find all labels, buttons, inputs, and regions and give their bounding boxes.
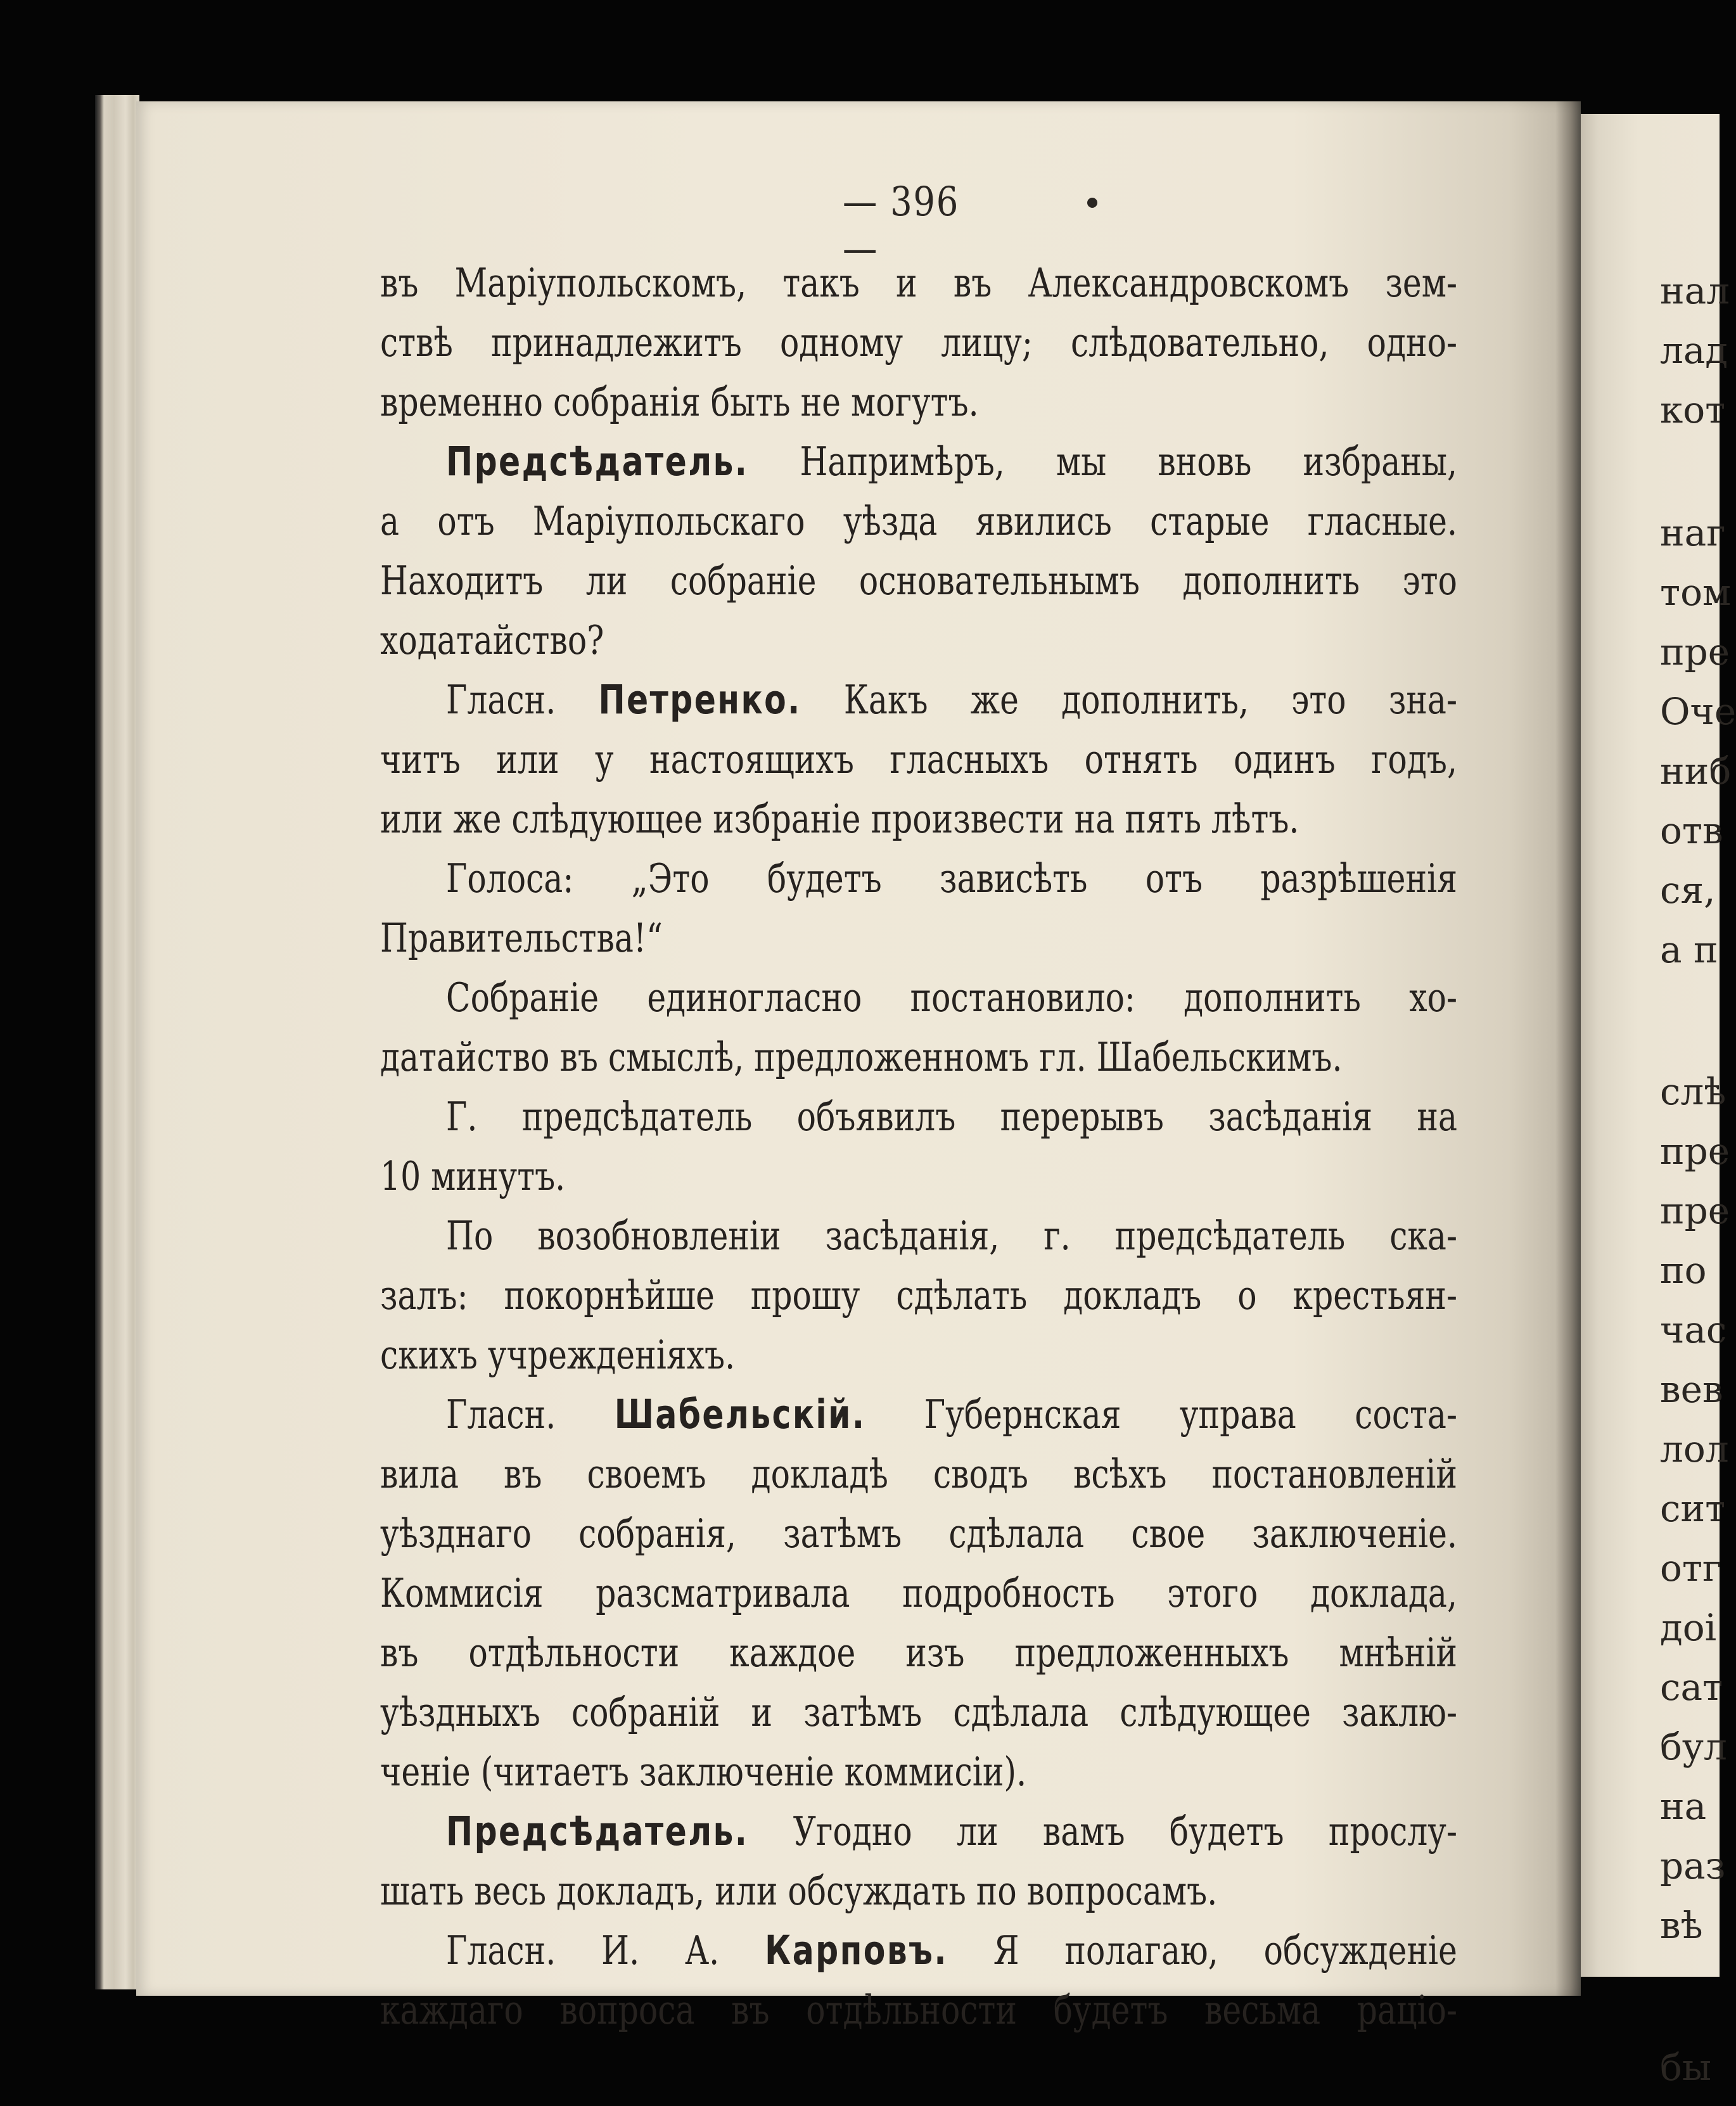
speaker-name: Карповъ. [765, 1927, 948, 1974]
spacer [1660, 448, 1736, 511]
text-span: Угодно ли вамъ будетъ прослу- [793, 1808, 1457, 1854]
right-fragment: ся, [1660, 869, 1716, 912]
text-line: 10 минутъ. [380, 1153, 566, 1199]
text-line: или же слѣдующее избраніе произвести на пять лѣтъ. [380, 796, 1299, 842]
text-line: шать весь докладъ, или обсуждать по вопросамъ. [380, 1868, 1218, 1914]
right-fragment: пре [1660, 630, 1730, 673]
text-line: Находитъ ли собраніе основательнымъ дополнить это [380, 558, 1457, 604]
text-span: Какъ же дополнить, это зна- [843, 677, 1457, 723]
text-line: Коммисія разсматривала подробность этого доклада, [380, 1570, 1457, 1616]
right-fragment: по [1660, 1249, 1707, 1292]
right-fragment: ниб [1660, 750, 1732, 793]
text-line [380, 670, 1457, 730]
text-span: Гласн. И. А. [446, 1927, 720, 1974]
text-line: Правительства!“ [380, 915, 663, 961]
text-line: Г. предсѣдатель объявилъ перерывъ засѣданія на [446, 1094, 1457, 1140]
text-line: а отъ Маріупольскаго уѣзда явились старые гласные. [380, 498, 1457, 544]
right-fragment: Оче [1660, 690, 1736, 733]
text-line: вила въ своемъ докладѣ сводъ всѣхъ постановленій [380, 1451, 1457, 1497]
right-fragment: лад [1660, 329, 1728, 372]
speaker-name: Шабельскій. [614, 1391, 866, 1438]
text-line: уѣзднаго собранія, затѣмъ сдѣлала свое заключеніе. [380, 1510, 1457, 1557]
right-fragment: доі [1660, 1606, 1717, 1649]
right-fragment: нал [1660, 269, 1730, 312]
speaker-name: Предсѣдатель. [446, 438, 749, 485]
text-line: скихъ учрежденіяхъ. [380, 1332, 736, 1378]
text-line [380, 1921, 1457, 1981]
right-fragment: раз [1660, 1844, 1726, 1887]
right-fragment: отв [1660, 809, 1723, 852]
text-line: ходатайство? [380, 617, 604, 663]
text-span: Напримѣръ, мы вновь избраны, [800, 438, 1457, 485]
text-span: Я полагаю, обсужденіе [993, 1927, 1457, 1974]
text-line: каждаго вопроса въ отдѣльности будетъ весьма раціо- [380, 1987, 1457, 2033]
text-line: По возобновленіи засѣданія, г. предсѣдатель ска- [446, 1213, 1457, 1259]
right-fragment: а п [1660, 928, 1718, 971]
text-line [380, 1385, 1457, 1445]
right-fragment: кот [1660, 388, 1726, 431]
text-line: ченіе (читаетъ заключеніе коммисіи). [380, 1749, 1027, 1795]
right-fragment: пре [1660, 1189, 1730, 1232]
text-line: ствѣ принадлежитъ одному лицу; слѣдовательно, одно- [380, 319, 1457, 366]
right-page-text [1660, 269, 1736, 2105]
text-line: Собраніе единогласно постановило: дополнить хо- [446, 974, 1457, 1021]
right-fragment: бул [1660, 1725, 1727, 1768]
right-fragment: сат [1660, 1666, 1723, 1709]
right-fragment: бы [1660, 2046, 1712, 2089]
text-line [380, 1802, 1457, 1861]
right-fragment: на [1660, 1785, 1707, 1828]
ink-dot [1087, 198, 1097, 208]
speaker-name: Предсѣдатель. [446, 1808, 749, 1854]
text-span: Гласн. [446, 677, 556, 723]
text-span: Гласн. [446, 1391, 556, 1438]
right-fragment: лол [1660, 1427, 1729, 1471]
text-line: уѣздныхъ собраній и затѣмъ сдѣлала слѣдующее заклю- [380, 1689, 1457, 1735]
speaker-name: Петренко. [598, 677, 801, 723]
text-line: временно собранія быть не могутъ. [380, 379, 979, 425]
spacer [1660, 1963, 1736, 2046]
book-gutter [1555, 101, 1581, 1996]
page-number: — 396 — [843, 179, 960, 272]
text-line: залъ: покорнѣйше прошу сдѣлать докладъ о крестьян- [380, 1272, 1457, 1318]
page-body-text [380, 253, 1457, 2040]
right-fragment: том [1660, 571, 1732, 614]
right-fragment: отг [1660, 1547, 1722, 1590]
right-fragment: пре [1660, 1130, 1730, 1173]
text-line: въ отдѣльности каждое изъ предложенныхъ мнѣній [380, 1630, 1457, 1676]
right-fragment: час [1660, 1308, 1727, 1351]
text-line: Голоса: „Это будетъ зависѣть отъ разрѣшенія [446, 855, 1457, 902]
text-span: Губернская управа соста- [924, 1391, 1458, 1438]
right-fragment: сит [1660, 1487, 1726, 1530]
book-page-edges [95, 95, 139, 1989]
right-fragment: слѣ [1660, 1070, 1726, 1113]
text-line: въ Маріупольскомъ, такъ и въ Александровскомъ зем- [380, 260, 1457, 306]
text-line: датайство въ смыслѣ, предложенномъ гл. Шабельскимъ. [380, 1034, 1343, 1080]
right-fragment: вѣ [1660, 1904, 1703, 1947]
text-line: читъ или у настоящихъ гласныхъ отнять одинъ годъ, [380, 736, 1457, 782]
right-fragment: наг [1660, 511, 1726, 554]
text-line [380, 432, 1457, 492]
right-fragment: вев [1660, 1368, 1723, 1411]
spacer [1660, 988, 1736, 1070]
